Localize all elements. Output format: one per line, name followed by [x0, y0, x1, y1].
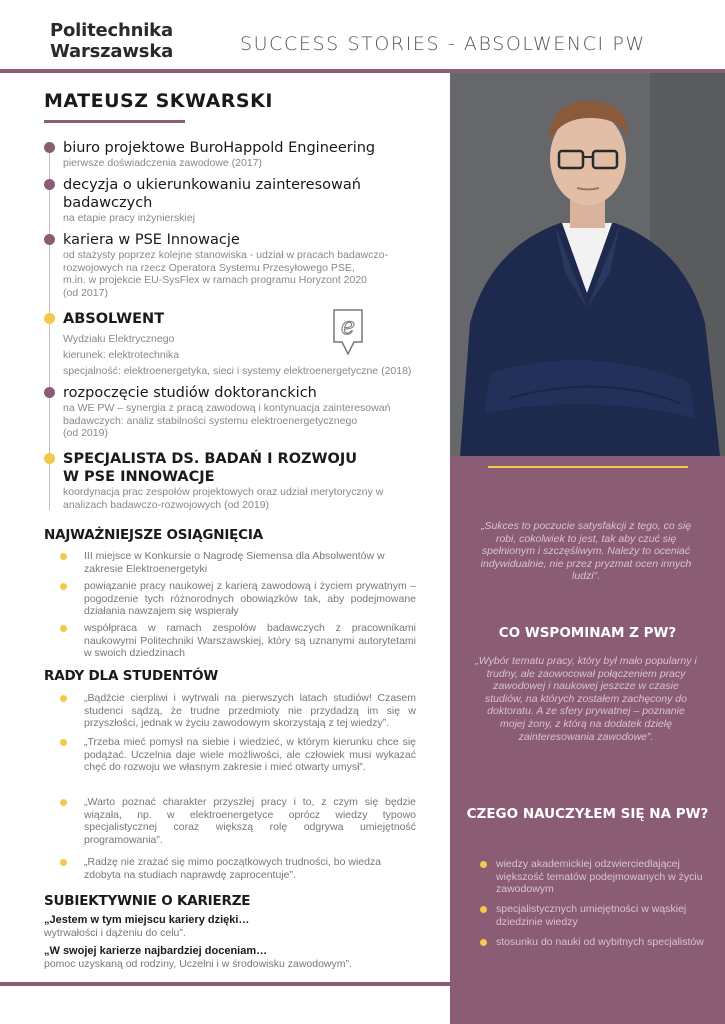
bullet-dot [60, 859, 67, 866]
learned-text: stosunku do nauki od wybitnych specjalistów [496, 936, 704, 948]
timeline-sub: na etapie pracy inżynierskiej [63, 212, 195, 224]
advice-text: „Radzę nie zrażać się mimo początkowych trudności, bo wiedza zdobyta na studiach naprawdę zaprocentuje”. [84, 856, 382, 881]
gold-divider [488, 466, 688, 468]
bottom-divider [0, 982, 450, 986]
advice-title: RADY DLA STUDENTÓW [44, 668, 219, 684]
timeline-item [44, 450, 444, 511]
timeline-sub: od stażysty poprzez kolejne stanowiska - udział w pracach badawczo-rozwojowych na rzecz Operatora Systemu Przesyłowego PSE, [63, 249, 389, 274]
memories-quote: „Wybór tematu pracy, który był mało popularny i trudny, ale zaowocował połączeniem pracy zawodowej i naukowej jeszcze w czasie studiów, na których zostałem zachęcony do doktoratu. A ze sfery prywatnej – poznanie mojej żony, z którą na dodatek dzielę zainteresowania zawodowe”. [475, 655, 697, 743]
learned-item [480, 858, 705, 896]
timeline-title: SPECJALISTA DS. BADAŃ I ROZWOJU W PSE INNOWACJE [63, 451, 358, 485]
advice-item [60, 796, 416, 846]
timeline-title: rozpoczęcie studiów doktoranckich [63, 385, 317, 401]
achievement-item [60, 580, 416, 618]
timeline-sub: specjalność: elektroenergetyka, sieci i systemy elektroenergetyczne (2018) [63, 365, 412, 377]
person-name: MATEUSZ SKWARSKI [44, 90, 273, 112]
timeline-title: ABSOLWENT [63, 311, 165, 327]
timeline-dot [44, 387, 55, 398]
achievement-text: III miejsce w Konkursie o Nagrodę Siemensa dla Absolwentów w zakresie Elektroenergetyki [84, 550, 385, 575]
bullet-dot [60, 583, 67, 590]
subjective-item [44, 945, 424, 971]
bullet-dot [60, 695, 67, 702]
timeline-item [44, 310, 444, 379]
timeline-item [44, 176, 444, 225]
achievements-title: NAJWAŻNIEJSZE OSIĄGNIĘCIA [44, 527, 263, 543]
bullet-dot [480, 861, 487, 868]
bullet-dot [480, 939, 487, 946]
timeline-sub: koordynacja prac zespołów projektowych oraz udział merytoryczny w analizach badawczo-rozwojowych (od 2019) [63, 486, 384, 511]
learned-text: wiedzy akademickiej odzwierciedlającej większość tematów podejmowanych w życiu zawodowym [496, 858, 703, 895]
bullet-dot [60, 739, 67, 746]
achievement-text: współpraca w ramach zespołów badawczych z pracownikami naukowymi Politechniki Warszawskiej, który są uznanymi autorytetami w swoich dziedzinach [84, 622, 416, 659]
bullet-dot [480, 906, 487, 913]
advice-item [60, 692, 416, 730]
header-title: SUCCESS STORIES - ABSOLWENCI PW [240, 33, 646, 55]
svg-text:e: e [340, 312, 356, 340]
learned-title: CZEGO NAUCZYŁEM SIĘ NA PW? [466, 806, 709, 822]
bullet-dot [60, 625, 67, 632]
timeline-item [44, 231, 444, 299]
timeline-title: kariera w PSE Innowacje [63, 232, 240, 248]
timeline-sub: (od 2019) [63, 427, 108, 439]
timeline-dot [44, 453, 55, 464]
timeline-dot [44, 142, 55, 153]
timeline-sub: na WE PW – synergia z pracą zawodową i kontynuacja zainteresowań badawczych: analiz stabilności systemu elektroenergetycznego [63, 402, 391, 427]
timeline-item [44, 384, 444, 440]
subjective-title: SUBIEKTYWNIE O KARIERZE [44, 893, 251, 909]
advice-item [60, 736, 416, 774]
advice-text: „Warto poznać charakter przyszłej pracy i to, z czym się będzie wiązała, np. w elektroenergetyce oprócz wiedzy typowo specjalistycznej coraz większą rolę odgrywa umiejętność programowania”. [84, 796, 416, 846]
memories-title: CO WSPOMINAM Z PW? [498, 625, 677, 641]
logo-line2: Warszawska [50, 41, 174, 62]
learned-text: specjalistycznych umiejętności w wąskiej dziedzinie wiedzy [496, 903, 687, 928]
timeline-title: biuro projektowe BuroHappold Engineering [63, 140, 376, 156]
achievement-item [60, 550, 416, 575]
timeline-title: decyzja o ukierunkowaniu zainteresowań badawczych [63, 177, 361, 211]
learned-item [480, 903, 705, 928]
achievement-text: powiązanie pracy naukowej z karierą zawodową i życiem prywatnym – pogodzenie tych różnorodnych obowiązków tak, aby podejmowane działania nawzajem się wspierały [84, 580, 416, 617]
timeline-sub: kierunek: elektrotechnika [63, 349, 180, 361]
subjective-answer: wytrwałości i dążeniu do celu”. [44, 927, 186, 939]
timeline-dot [44, 234, 55, 245]
logo [50, 20, 173, 62]
success-quote: „Sukces to poczucie satysfakcji z tego, co się robi, cokolwiek to jest, tak aby czuć się spełnionym i szczęśliwym. Należy to oceniać indywidualnie, nie przez pryzmat ocen innych ludzi”. [480, 520, 692, 583]
timeline-item [44, 139, 444, 170]
bullet-dot [60, 799, 67, 806]
e-letter-arrow-icon [330, 308, 366, 358]
subjective-question: „W swojej karierze najbardziej doceniam… [44, 945, 268, 957]
subjective-question: „Jestem w tym miejscu kariery dzięki… [44, 914, 250, 926]
bullet-dot [60, 553, 67, 560]
advice-text: „Trzeba mieć pomysł na siebie i wiedzieć, w którym kierunku chce się podążać. Uczelnia daje wiele możliwości, ale człowiek musi wykazać chęć do rozwoju we własnym zakresie i mieć otwarty umysł”. [84, 736, 416, 773]
subjective-answer: pomoc uzyskaną od rodziny, Uczelni i w środowisku zawodowym”. [44, 958, 352, 970]
portrait-photo [450, 73, 725, 456]
logo-line1: Politechnika [50, 20, 173, 41]
subjective-item [44, 914, 424, 940]
timeline-sub: pierwsze doświadczenia zawodowe (2017) [63, 157, 263, 169]
timeline-sub: Wydziału Elektrycznego [63, 333, 175, 345]
learned-item [480, 936, 705, 949]
timeline-sub: (od 2017) [63, 286, 108, 299]
advice-text: „Bądźcie cierpliwi i wytrwali na pierwszych latach studiów! Czasem studenci sądzą, że trudne przedmioty nie przydadzą im się w przyszłości, jednak w życiu zawodowym skorzystają z tej wiedzy”. [84, 692, 416, 729]
portrait-illustration [450, 73, 725, 456]
timeline-sub: m.in. w projekcie EU-SysFlex w ramach programu Horyzont 2020 [63, 274, 368, 286]
achievement-item [60, 622, 416, 660]
timeline-dot [44, 179, 55, 190]
timeline-dot [44, 313, 55, 324]
name-underline [44, 120, 185, 123]
advice-item [60, 856, 416, 881]
